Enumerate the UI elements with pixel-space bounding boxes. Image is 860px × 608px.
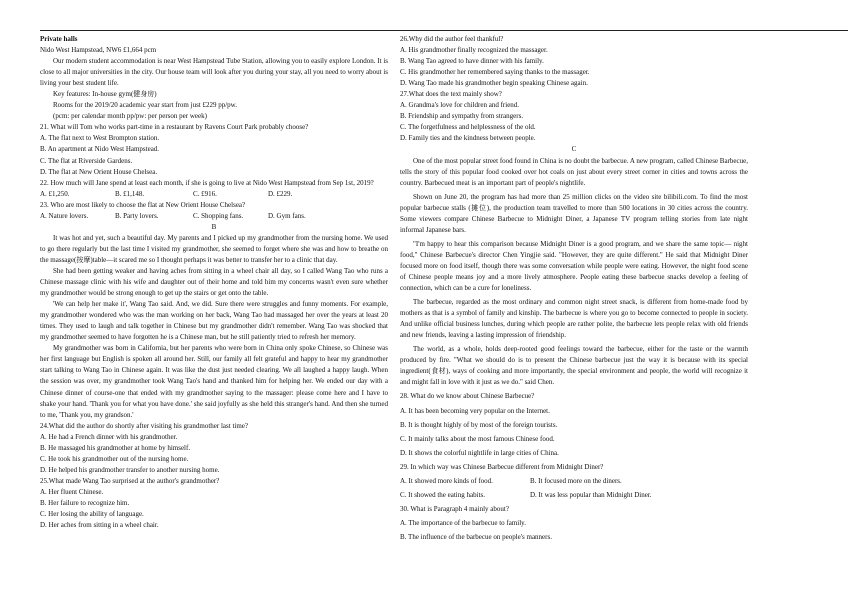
passage-c-paragraph-5: The world, as a whole, holds deep-rooted good feelings toward the barbecue, either for the taste or the warmth produced by fire. "What we should do is to present the Chinese barbecue just the way it is because with its special ingredient(食材), ways of cooking and more importantly, the special environment and people, the world will recognize it and might fall in love with it just as we do." said Chen. bbox=[400, 345, 748, 387]
passage-b-paragraph-2: She had been getting weaker and having aches from sitting in a wheel chair all day, so I called Wang Tao who runs a Chinese massage clinic with his wife and daughter out of their home and told him my concerns wasn't even sure whether my grandmother would be strong enough to get up the stairs or get onto the table. bbox=[40, 266, 388, 298]
listing-features: Key features: In-house gym(健身房) bbox=[53, 90, 157, 99]
question-29-options-ab bbox=[400, 476, 748, 487]
question-25-option-a: A. Her fluent Chinese. bbox=[40, 487, 104, 496]
question-23-options bbox=[40, 211, 388, 222]
question-27-option-d: D. Family ties and the kindness between people. bbox=[400, 134, 536, 143]
passage-b-label: B bbox=[211, 222, 217, 231]
passage-b-paragraph-3: 'We can help her make it', Wang Tao said. And, we did. Sure there were struggles and funny moments. For example, my grandmother wondered who was the man working on her back, Wang Tao had massaged her over the years at least 20 times. They used to laugh and talk together in Chinese but my grandmother didn't remember. Wang Tao was shocked that my grandmother seemed to have forgotten he is a Chinese man, but he still patiently tried to refresh her memory. bbox=[40, 300, 388, 342]
section-title: Private halls bbox=[40, 35, 78, 43]
question-29-option-d: D. It was less popular than Midnight Diner. bbox=[530, 490, 652, 499]
question-29-option-a: A. It showed more kinds of food. bbox=[400, 476, 493, 485]
question-21-option-c: C. The flat at Riverside Gardens. bbox=[40, 156, 133, 165]
passage-b-paragraph-1: It was hot and yet, such a beautiful day. My parents and I picked up my grandmother from the nursing home. We used to go there regularly but the last time I visited my grandmother, she seemed to forget where she was and how to breathe on the massage(按摩)table—it scared me so I thought perhaps it was better to transfer her to a clinic that day. bbox=[40, 233, 388, 264]
question-29-options-cd bbox=[400, 490, 748, 501]
question-22-stem: 22. How much will Jane spend at least each month, if she is going to live at Nido West Hampstead from Sep 1st, 2019? bbox=[40, 178, 374, 187]
question-29-option-c: C. It showed the eating habits. bbox=[400, 490, 485, 499]
question-22-option-a: A. £1,250. bbox=[40, 189, 70, 198]
question-23-option-a: A. Nature lovers. bbox=[40, 211, 89, 220]
question-28-option-c: C. It mainly talks about the most famous Chinese food. bbox=[400, 434, 555, 443]
listing-address: Nido West Hampstead, NW6 £1,664 pcm bbox=[40, 46, 157, 55]
question-22-option-d: D. £229. bbox=[268, 189, 293, 198]
question-25-option-c: C. Her losing the ability of language. bbox=[40, 510, 144, 519]
question-24-option-c: C. He took his grandmother out of the nursing home. bbox=[40, 454, 189, 463]
passage-c-label: C bbox=[571, 145, 577, 154]
question-25-option-b: B. Her failure to recognize him. bbox=[40, 498, 130, 507]
question-27-option-b: B. Friendship and sympathy from strangers. bbox=[400, 112, 524, 121]
header-rule bbox=[40, 30, 848, 31]
question-25-stem: 25.What made Wang Tao surprised at the author's grandmother? bbox=[40, 476, 220, 485]
question-28-option-d: D. It shows the colorful nightlife in large cities of China. bbox=[400, 448, 559, 457]
question-21-stem: 21. What will Tom who works part-time in a restaurant by Ravens Court Park probably choose? bbox=[40, 123, 309, 132]
question-23-option-b: B. Party lovers. bbox=[115, 211, 159, 220]
question-21-option-d: D. The flat at New Orient House Chelsea. bbox=[40, 167, 158, 176]
question-29-stem: 29. In which way was Chinese Barbecue different from Midnight Diner? bbox=[400, 462, 604, 471]
question-28-stem: 28. What do we know about Chinese Barbecue? bbox=[400, 392, 535, 401]
question-30-stem: 30. What is Paragraph 4 mainly about? bbox=[400, 504, 509, 513]
question-28-option-a: A. It has been becoming very popular on the Internet. bbox=[400, 406, 550, 415]
question-26-option-b: B. Wang Tao agreed to have dinner with his family. bbox=[400, 57, 544, 66]
question-24-option-b: B. He massaged his grandmother at home by himself. bbox=[40, 443, 191, 452]
right-column bbox=[400, 34, 748, 543]
question-23-stem: 23. Who are most likely to choose the flat at New Orient House Chelsea? bbox=[40, 200, 246, 209]
question-26-option-c: C. His grandmother her remembered saying thanks to the massager. bbox=[400, 68, 590, 77]
question-21-option-b: B. An apartment at Nido West Hampstead. bbox=[40, 145, 160, 154]
passage-c-paragraph-1: One of the most popular street food found in China is no doubt the barbecue. A new program, called Chinese Barbecue, tells the story of this popular food cooked over hot coals on just about every street corner in cities and towns across the country. Barbecued meat is an important part of people's nightlife. bbox=[400, 156, 748, 187]
question-23-option-d: D. Gym fans. bbox=[268, 211, 306, 220]
question-25-option-d: D. Her aches from sitting in a wheel chair. bbox=[40, 521, 159, 530]
passage-c-paragraph-4: The barbecue, regarded as the most ordinary and common night street snack, is different from home-made food by mothers as that is a symbol of family and kinship. The barbecue is where you go to become connected to people in society. And unlike official business lunches, during which people are rather polite, the barbecue lets people relax with old friends and new friends, leaving a lasting impression of friendship. bbox=[400, 298, 748, 340]
question-26-stem: 26.Why did the author feel thankful? bbox=[400, 35, 504, 43]
question-26-option-d: D. Wang Tao made his grandmother begin speaking Chinese again. bbox=[400, 79, 588, 88]
question-24-option-d: D. He helped his grandmother transfer to another nursing home. bbox=[40, 465, 220, 474]
question-30-option-a: A. The importance of the barbecue to family. bbox=[400, 518, 526, 527]
question-28-option-b: B. It is thought highly of by most of the foreign tourists. bbox=[400, 420, 558, 429]
question-24-stem: 24.What did the author do shortly after visiting his grandmother last time? bbox=[40, 421, 249, 430]
question-27-stem: 27.What does the text mainly show? bbox=[400, 90, 502, 99]
passage-b-paragraph-4: My grandmother was born in California, but her parents who were born in China only spoke Chinese, so Chinese was her first language but English is spoken all around her. Still, our family all felt grateful and happy to hear my grandmother start talking to Wang Tao in Chinese again. It was like the dust just needed clearing. We all laughed a happy laugh. When the session was over, my grandmother took Wang Tao's hand and thanked him for helping her. We ended our day with a Chinese dinner of course-one that ended with my grandmother saying to the massager: please come here and I have to shake your hand. 'Thank you for what you have done.' she said joyfully as she held this stranger's hand. And then she turned to me, 'Thank you, my grandson.' bbox=[40, 344, 388, 419]
question-27-option-a: A. Grandma's love for children and friend. bbox=[400, 101, 520, 110]
question-30-option-b: B. The influence of the barbecue on people's manners. bbox=[400, 532, 552, 541]
question-22-option-c: C. £916. bbox=[193, 189, 217, 198]
question-21-option-a: A. The flat next to West Brompton station. bbox=[40, 134, 160, 143]
question-22-option-b: B. £1,148. bbox=[115, 189, 145, 198]
listing-rooms: Rooms for the 2019/20 academic year start from just £229 pp/pw. bbox=[53, 101, 238, 110]
question-26-option-a: A. His grandmother finally recognized the massager. bbox=[400, 46, 548, 55]
passage-c-paragraph-2: Shown on June 20, the program has had more than 25 million clicks on the video site bilibili.com. To find the most popular barbecue stalls (摊位), the production team travelled to more than 500 locations in 30 cities across the country. Some viewers compare Chinese Barbecue to Midnight Diner, a Japanese TV program telling stories from late night informal Japanese bars. bbox=[400, 192, 748, 234]
question-24-option-a: A. He had a French dinner with his grandmother. bbox=[40, 432, 178, 441]
listing-description: Our modern student accommodation is near West Hampstead Tube Station, allowing you to easily explore London. It is close to all major universities in the city. Our house team will look after you during your stay, all you need to worry about is living your best student life. bbox=[40, 57, 388, 88]
question-23-option-c: C. Shopping fans. bbox=[193, 211, 244, 220]
question-27-option-c: C. The forgetfulness and helplessness of the old. bbox=[400, 123, 536, 132]
question-29-option-b: B. It focused more on the diners. bbox=[530, 476, 622, 485]
question-22-options bbox=[40, 189, 388, 200]
listing-note: (pcm: per calendar month pp/pw: per person per week) bbox=[53, 112, 207, 121]
passage-c-paragraph-3: "I'm happy to hear this comparison because Midnight Diner is a good program, and we share the same topic— night food," Chinese Barbecue's director Chen Yingjie said. "However, they are quite different." He said that Midnight Diner focused more on food itself, though there was some conversation while people were eating. However, the night food scene of Chinese people means joy and a more lively atmosphere. People eating these barbecue snacks develop a feeling of connection, which can be a cure for loneliness. bbox=[400, 239, 748, 293]
left-column bbox=[40, 34, 388, 531]
